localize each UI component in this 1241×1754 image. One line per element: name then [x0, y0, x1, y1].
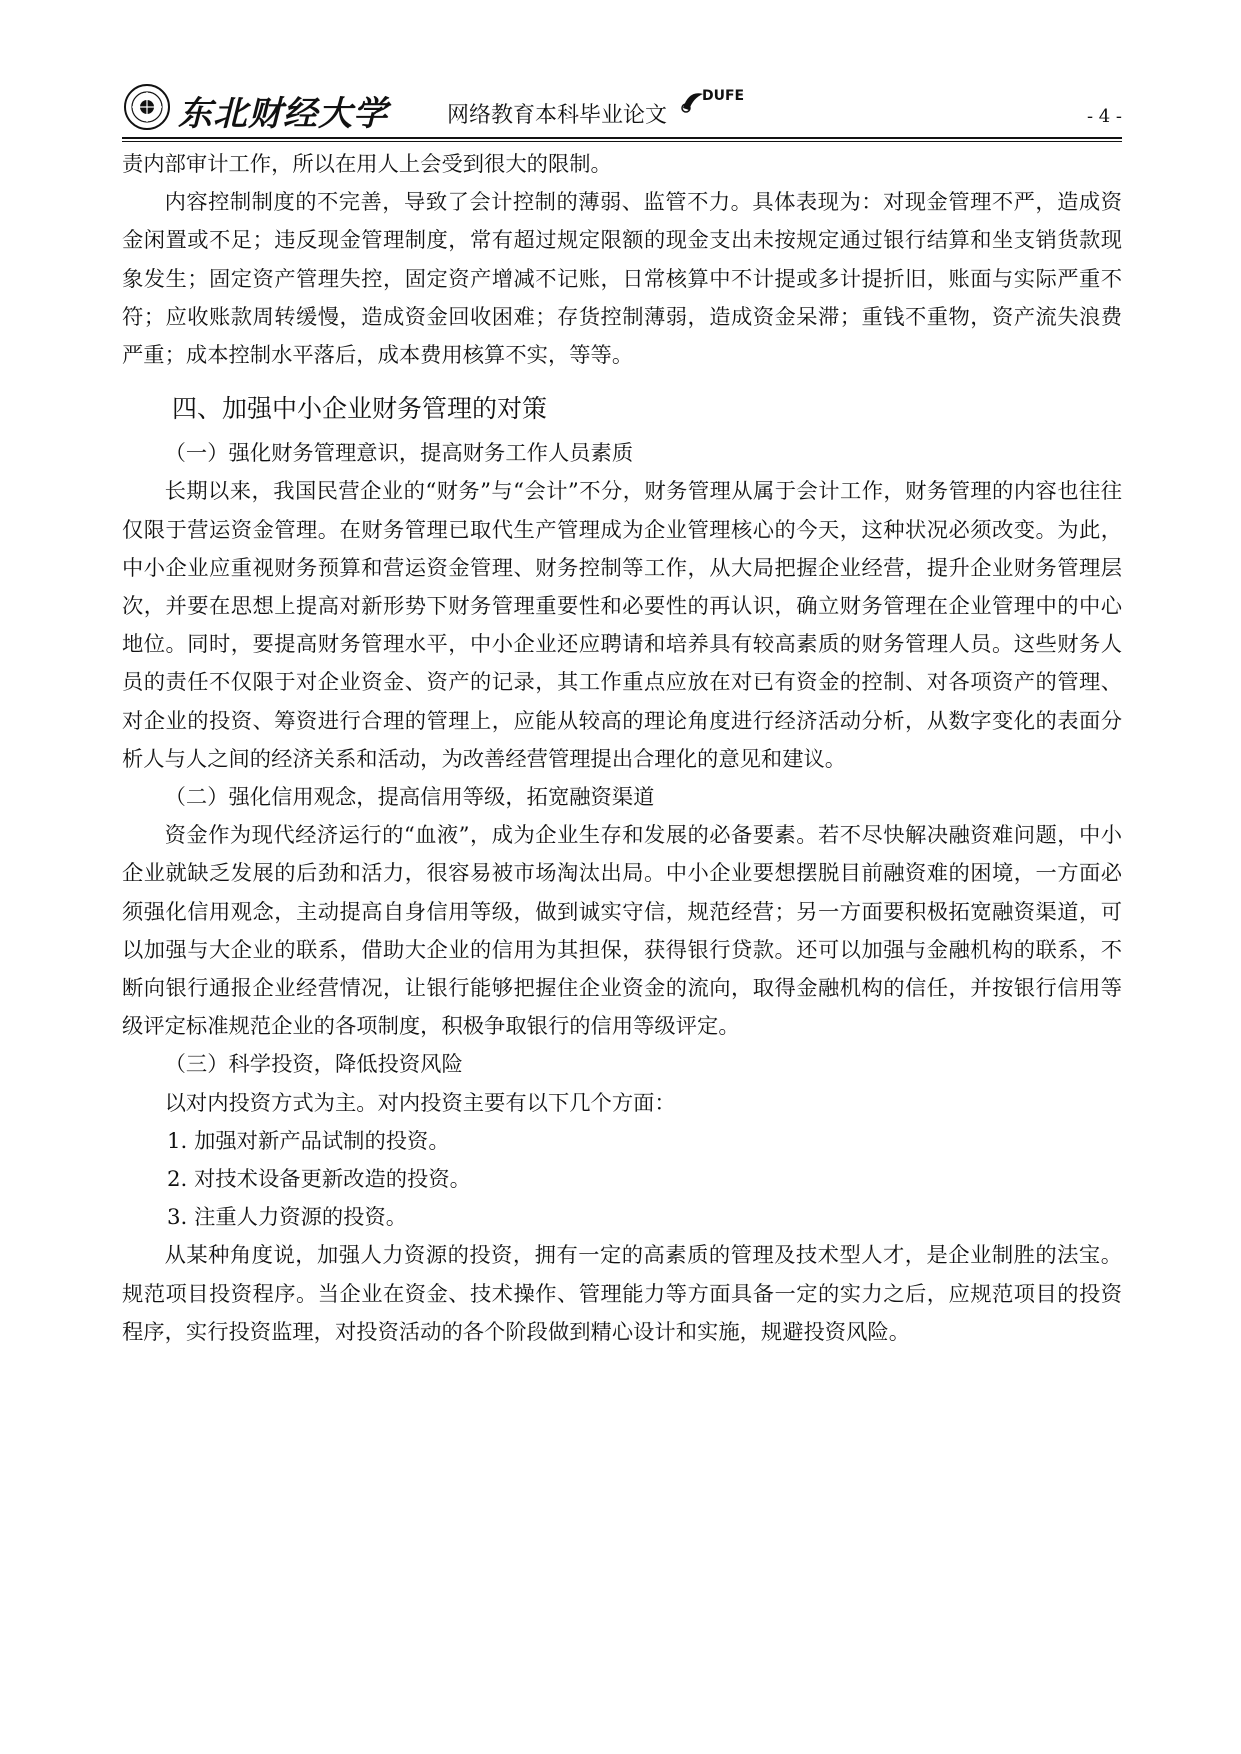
- paragraph-credit-financing: 资金作为现代经济运行的“血液”，成为企业生存和发展的必备要素。若不尽快解决融资难问题，中小企业就缺乏发展的后劲和活力，很容易被市场淘汰出局。中小企业要想摆脱目前融资难的困境，一方面必须强化信用观念，主动提高自身信用等级，做到诚实守信，规范经营；另一方面要积极拓宽融资渠道，可以加强与大企业的联系，借助大企业的信用为其担保，获得银行贷款。还可以加强与金融机构的联系，不断向银行通报企业经营情况，让银行能够把握住企业资金的流向，取得金融机构的信任，并按银行信用等级评定标准规范企业的各项制度，积极争取银行的信用等级评定。: [122, 823, 1122, 1040]
- list-item: 3. 注重人力资源的投资。: [167, 1205, 408, 1231]
- list-item: 1. 加强对新产品试制的投资。: [167, 1128, 450, 1154]
- section-heading: 四、加强中小企业财务管理的对策: [172, 394, 548, 424]
- paragraph-financial-awareness: 长期以来，我国民营企业的“财务”与“会计”不分，财务管理从属于会计工作，财务管理的内容也往往仅限于营运资金管理。在财务管理已取代生产管理成为企业管理核心的今天，这种状况必须改变。为此，中小企业应重视财务预算和营运资金管理、财务控制等工作，从大局把握企业经营，提升企业财务管理层次，并要在思想上提高对新形势下财务管理重要性和必要性的再认识，确立财务管理在企业管理中的中心地位。同时，要提高财务管理水平，中小企业还应聘请和培养具有较高素质的财务管理人员。这些财务人员的责任不仅限于对企业资金、资产的记录，其工作重点应放在对已有资金的控制、对各项资产的管理、对企业的投资、筹资进行合理的管理上，应能从较高的理论角度进行经济活动分析，从数字变化的表面分析人与人之间的经济关系和活动，为改善经营管理提出合理化的意见和建议。: [122, 479, 1122, 772]
- header-rule: [122, 137, 1122, 139]
- page-number: - 4 -: [1086, 106, 1122, 127]
- paragraph-investment-intro: 以对内投资方式为主。对内投资主要有以下几个方面：: [164, 1090, 676, 1116]
- list-item: 2. 对技术设备更新改造的投资。: [167, 1167, 471, 1193]
- document-type: 网络教育本科毕业论文: [447, 103, 668, 128]
- page-body: [122, 146, 1122, 1352]
- university-name: 东北财经大学: [178, 94, 388, 134]
- dufe-logo-text: DUFE: [702, 88, 745, 104]
- paragraph-continuation: 责内部审计工作，所以在用人上会受到很大的限制。: [122, 152, 612, 177]
- subsection-heading-1: （一）强化财务管理意识，提高财务工作人员素质: [164, 441, 634, 467]
- header-rule-thin: [122, 141, 1122, 142]
- university-seal-icon: [122, 82, 172, 132]
- subsection-heading-3: （三）科学投资，降低投资风险: [164, 1052, 463, 1078]
- paragraph-human-resources: 从某种角度说，加强人力资源的投资，拥有一定的高素质的管理及技术型人才，是企业制胜的法宝。规范项目投资程序。当企业在资金、技术操作、管理能力等方面具备一定的实力之后，应规范项目的投资程序，实行投资监理，对投资活动的各个阶段做到精心设计和实施，规避投资风险。: [122, 1243, 1122, 1345]
- page-header: [122, 82, 1122, 136]
- paragraph-internal-control: 内容控制制度的不完善，导致了会计控制的薄弱、监管不力。具体表现为：对现金管理不严，造成资金闲置或不足；违反现金管理制度，常有超过规定限额的现金支出未按规定通过银行结算和坐支销货款现象发生；固定资产管理失控，固定资产增减不记账，日常核算中不计提或多计提折旧，账面与实际严重不符；应收账款周转缓慢，造成资金回收困难；存货控制薄弱，造成资金呆滞；重钱不重物，资产流失浪费严重；成本控制水平落后，成本费用核算不实，等等。: [122, 190, 1122, 369]
- subsection-heading-2: （二）强化信用观念，提高信用等级，拓宽融资渠道: [164, 785, 655, 811]
